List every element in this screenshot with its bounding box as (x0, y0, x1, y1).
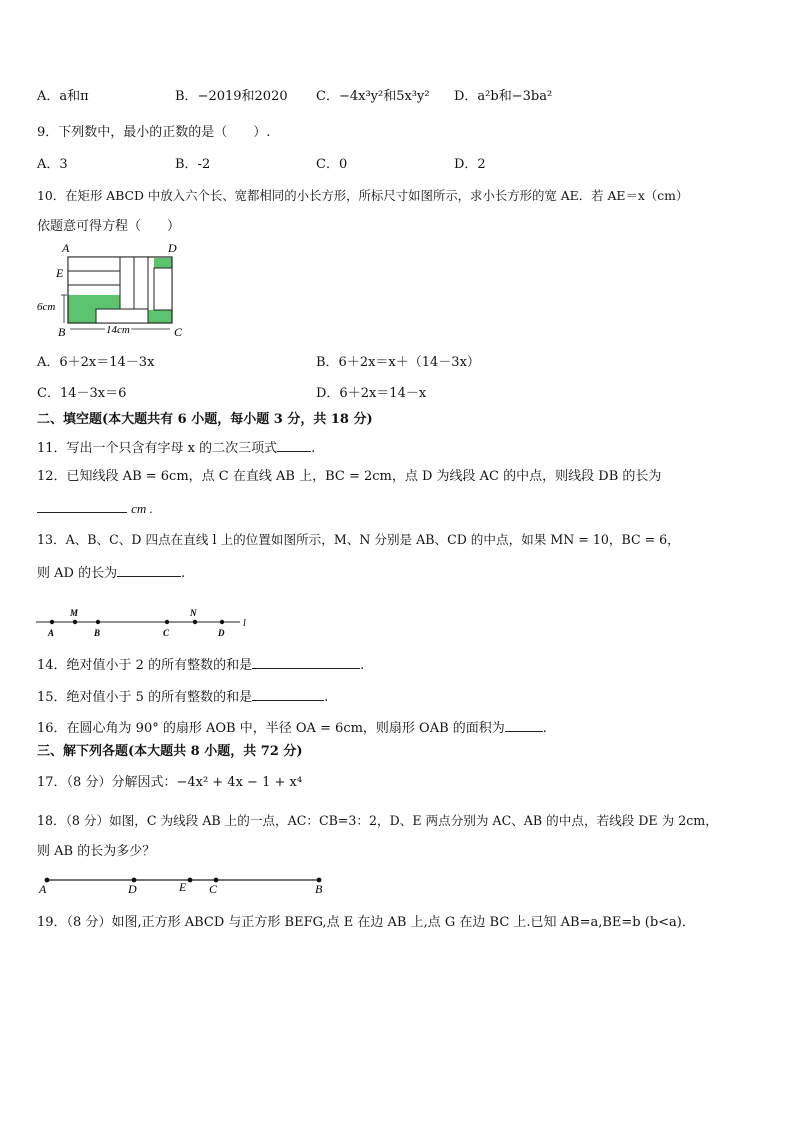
q10-option-d: D．6＋2x＝14－x (316, 386, 427, 401)
q11-text: 11．写出一个只含有字母 x 的二次三项式 (37, 441, 278, 456)
q13-answer-blank[interactable] (117, 563, 181, 577)
q10-small-rect-4 (120, 257, 134, 309)
q14-text: 14．绝对值小于 2 的所有整数的和是 (37, 658, 253, 673)
q13-label-d: D (218, 628, 225, 638)
q12-unit: cm . (131, 501, 153, 516)
q9-option-b: B．-2 (175, 157, 211, 172)
q13-label-n: N (190, 608, 197, 618)
q10-label-c: C (174, 325, 183, 339)
q10-green-region-top (154, 258, 172, 268)
q13-label-l: l (243, 618, 246, 629)
q10-option-b: B．6＋2x＝x＋（14－3x） (316, 355, 480, 370)
q18-line-figure (37, 870, 337, 896)
q18-line1: 18．（8 分）如图，C 为线段 AB 上的一点，AC：CB=3：2，D、E 两点分别为 AC、AB 的中点，若线段 DE 为 2cm， (37, 813, 718, 828)
q13-label-m: M (70, 608, 79, 618)
q10-rectangle-figure (34, 240, 194, 340)
q18-line2: 则 AB 的长为多少？ (37, 844, 156, 859)
q10-small-rect-3 (96, 309, 148, 323)
q10-stem-line2: 依题意可得方程（ ） (37, 219, 181, 234)
q10-stem-line1: 10．在矩形 ABCD 中放入六个长、宽都相同的小长方形，所标尺寸如图所示，求小长方形的宽 AE．若 AE＝x（cm） (37, 188, 689, 203)
q10-small-rect-1 (68, 257, 120, 271)
q8-option-d: D．a²b和−3ba² (454, 89, 553, 104)
section3-heading: 三、解下列各题(本大题共 8 小题，共 72 分) (37, 744, 303, 759)
q13-label-a: A (48, 628, 55, 638)
section2-heading: 二、填空题(本大题共有 6 小题，每小题 3 分，共 18 分) (37, 412, 373, 427)
q13-label-b: B (94, 628, 101, 638)
q13-label-c: C (163, 628, 170, 638)
q17: 17．（8 分）分解因式：−4x² + 4x − 1 + x⁴ (37, 775, 303, 790)
q10-label-e: E (56, 266, 64, 280)
q10-label-d: D (168, 241, 177, 255)
q10-option-c: C．14－3x＝6 (37, 386, 127, 401)
q16-answer-blank[interactable] (505, 718, 543, 732)
q19: 19．（8 分）如图,正方形 ABCD 与正方形 BEFG,点 E 在边 AB 上,点 G 在边 BC 上.已知 AB=a,BE=b (b<a)． (37, 915, 695, 930)
q14-answer-blank[interactable] (252, 655, 360, 669)
q10-small-rect-2 (68, 271, 120, 285)
q12-line1: 12．已知线段 AB = 6cm，点 C 在直线 AB 上，BC = 2cm，点 D 为线段 AC 的中点，则线段 DB 的长为 (37, 469, 662, 484)
q8-option-b: B．−2019和2020 (175, 89, 288, 104)
q9-option-a: A．3 (37, 157, 68, 172)
q10-label-6cm: 6cm (37, 301, 56, 313)
q18-label-d: D (128, 882, 137, 896)
q13-line2-text: 则 AD 的长为 (37, 566, 118, 581)
q9-option-c: C．0 (316, 157, 348, 172)
q18-label-a: A (39, 882, 47, 896)
q12-line2 (37, 499, 153, 519)
q11: 11．写出一个只含有字母 x 的二次三项式 . (37, 438, 315, 458)
q15-answer-blank[interactable] (252, 687, 324, 701)
q15-text: 15．绝对值小于 5 的所有整数的和是 (37, 690, 253, 705)
q10-small-rect-5 (134, 257, 148, 309)
q10-label-b: B (58, 325, 66, 339)
q16-text: 16．在圆心角为 90° 的扇形 AOB 中，半径 OA = 6cm，则扇形 OAB 的面积为 (37, 721, 505, 736)
q14: 14．绝对值小于 2 的所有整数的和是 . (37, 655, 364, 675)
q12-answer-blank[interactable] (37, 499, 127, 513)
q10-label-a: A (62, 241, 70, 255)
q11-answer-blank[interactable] (277, 438, 311, 452)
q10-small-rect-6 (154, 268, 172, 310)
q10-label-14cm: 14cm (106, 324, 130, 336)
q13-line2: 则 AD 的长为 . (37, 563, 185, 583)
q13-line-figure (34, 606, 264, 646)
q16: 16．在圆心角为 90° 的扇形 AOB 中，半径 OA = 6cm，则扇形 OAB 的面积为 . (37, 718, 547, 738)
q8-option-a: A．a和π (37, 89, 89, 104)
q13-line1: 13．A、B、C、D 四点在直线 l 上的位置如图所示，M、N 分别是 AB、CD 的中点，如果 MN = 10，BC = 6， (37, 532, 680, 547)
q10-option-a: A．6＋2x＝14－3x (37, 355, 155, 370)
q18-label-b: B (315, 882, 323, 896)
q8-option-c: C．−4x³y²和5x³y² (316, 89, 430, 104)
q18-label-e: E (179, 880, 187, 894)
q18-label-c: C (209, 882, 218, 896)
q15: 15．绝对值小于 5 的所有整数的和是 . (37, 687, 328, 707)
q9-stem: 9．下列数中，最小的正数的是（ ）. (37, 125, 271, 140)
q10-green-region-right (148, 310, 172, 323)
q9-option-d: D．2 (454, 157, 486, 172)
